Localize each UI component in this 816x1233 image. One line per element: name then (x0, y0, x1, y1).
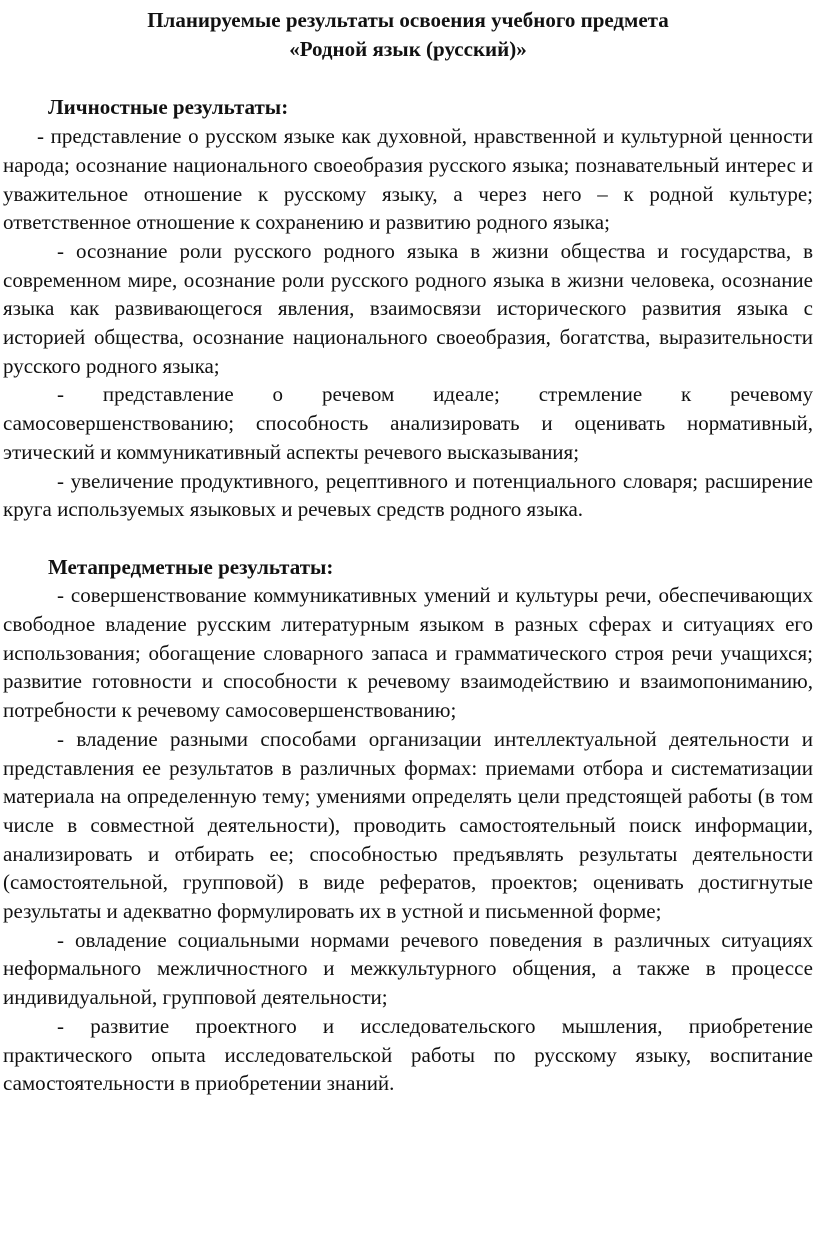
personal-item-2: - осознание роли русского родного языка в жизни общества и государства, в современном мире, осознание роли русского родного языка в жизни человека, осознание языка как развивающегося явления, взаимосвязи исторического развития языка с историей общества, осознание национального своеобразия, богатства, выразительности русского родного языка; (3, 238, 813, 378)
title-line-1: Планируемые результаты освоения учебного предмета (147, 8, 669, 32)
personal-results-heading: Личностные результаты: (48, 95, 289, 120)
personal-item-1: - представление о русском языке как духовной, нравственной и культурной ценности народа; осознание национального своеобразия русского языка; познавательный интерес и уважительное отношение к русскому языку, а через него – к родной культуре; ответственное отношение к сохранению и развитию родного языка; (3, 124, 813, 235)
meta-results-heading: Метапредметные результаты: (48, 554, 334, 579)
document-title (3, 6, 813, 63)
spacer (3, 63, 813, 93)
personal-item-3: - представление о речевом идеале; стремление к речевому самосовершенствованию; способность анализировать и оценивать нормативный, этический и коммуникативный аспекты речевого высказывания; (3, 382, 813, 464)
spacer (3, 524, 813, 553)
meta-item-1: - совершенствование коммуникативных умений и культуры речи, обеспечивающих свободное владение русским литературным языком в разных сферах и ситуациях его использования; обогащение словарного запаса и грамматического строя речи учащихся; развитие готовности и способности к речевому взаимодействию и взаимопониманию, потребности к речевому самосовершенствованию; (3, 583, 813, 723)
personal-item-4: - увеличение продуктивного, рецептивного и потенциального словаря; расширение круга используемых языковых и речевых средств родного языка. (3, 468, 813, 522)
meta-item-4: - развитие проектного и исследовательского мышления, приобретение практического опыта исследовательской работы по русскому языку, воспитание самостоятельности в приобретении знаний. (3, 1013, 813, 1096)
meta-item-2: - владение разными способами организации интеллектуальной деятельности и представления ее результатов в различных формах: приемами отбора и систематизации материала на определенную тему; умениями определять цели предстоящей работы (в том числе в совместной деятельности), проводить самостоятельный поиск информации, анализировать и отбирать ее; способностью предъявлять результаты деятельности (самостоятельной, групповой) в виде рефератов, проектов; оценивать достигнутые результаты и адекватно формулировать их в устной и письменной форме; (3, 726, 813, 924)
meta-item-3: - овладение социальными нормами речевого поведения в различных ситуациях неформального межличностного и межкультурного общения, а также в процессе индивидуальной, групповой деятельности; (3, 927, 813, 1010)
title-line-2: «Родной язык (русский)» (289, 36, 527, 61)
